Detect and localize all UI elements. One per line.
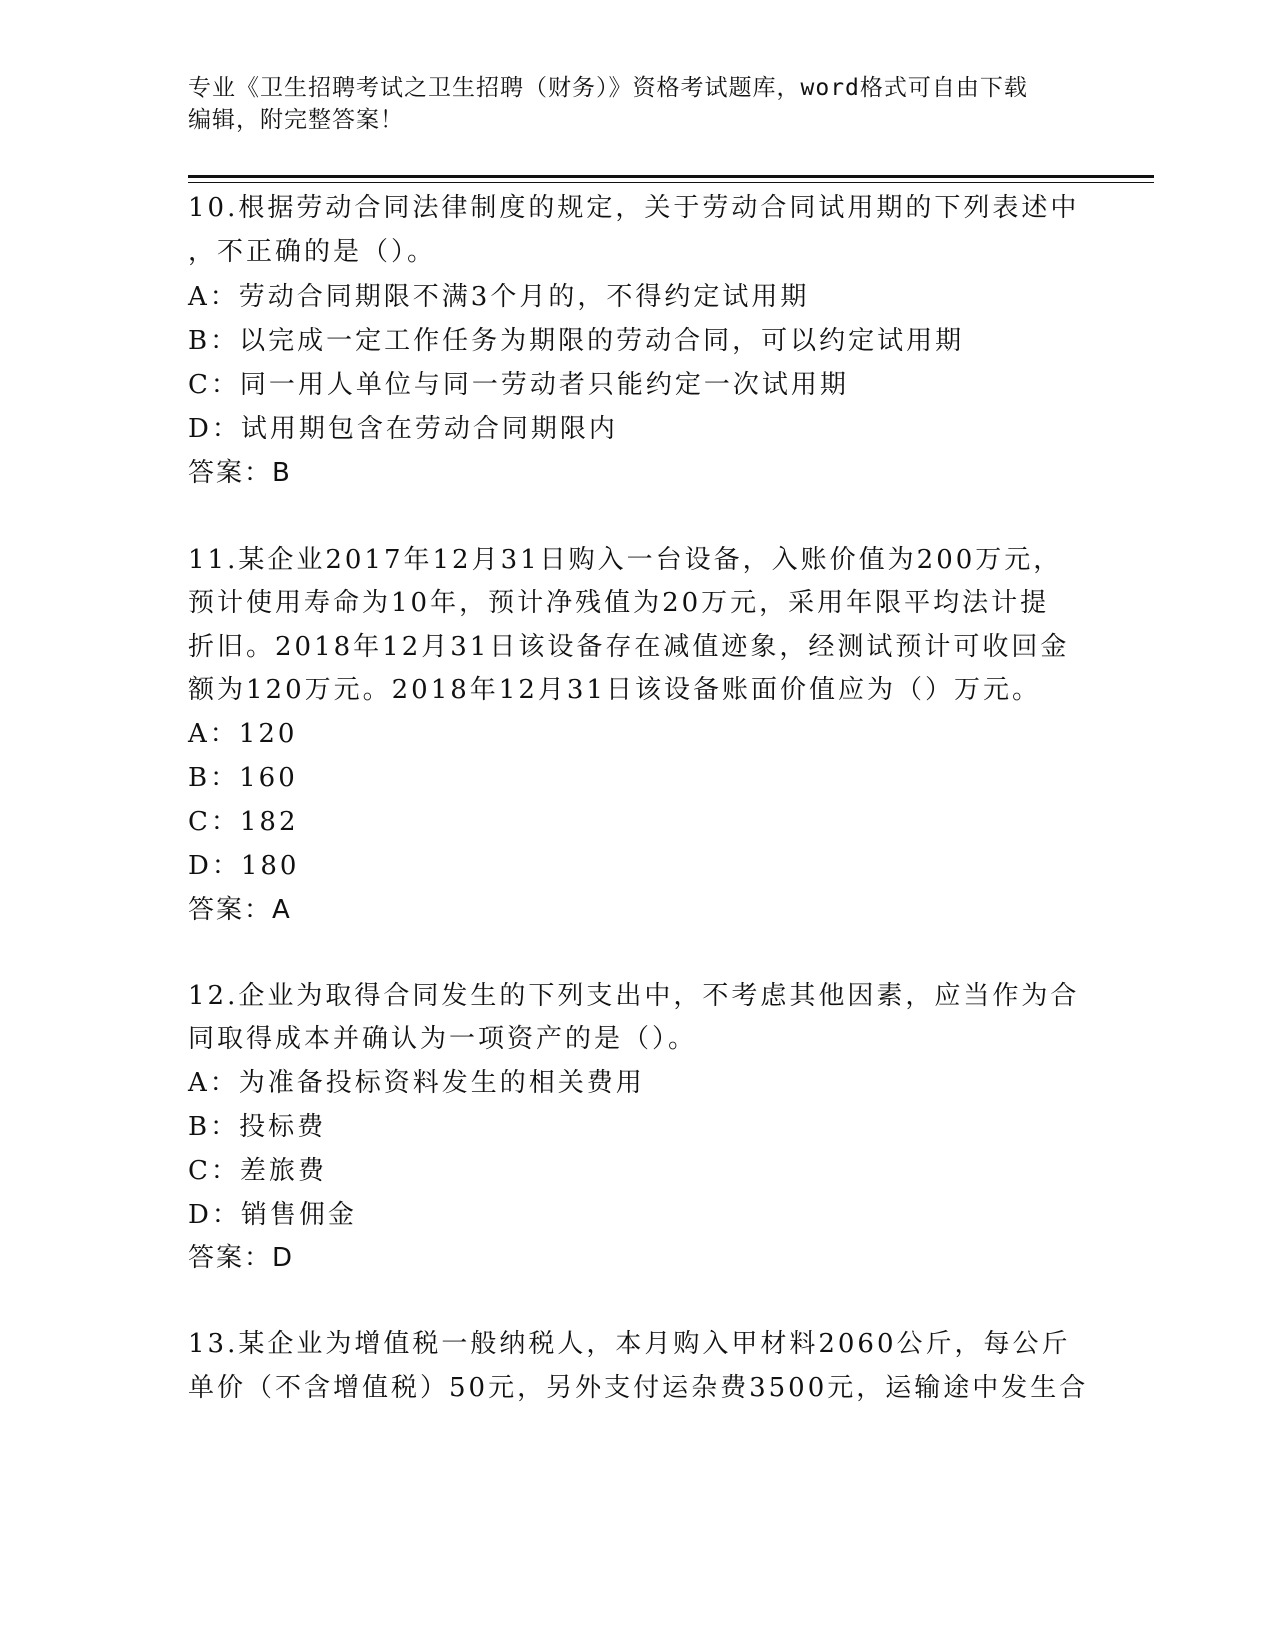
question-12-option-b: B：投标费 xyxy=(188,1112,327,1142)
question-10-answer: 答案：B xyxy=(188,458,292,488)
question-11-option-b: B：160 xyxy=(188,763,298,793)
header-rule-thick xyxy=(188,175,1154,178)
question-11-option-a: A：120 xyxy=(188,719,298,749)
question-11-stem-line-3: 折旧。2018年12月31日该设备存在减值迹象，经测试预计可收回金 xyxy=(188,632,1070,662)
question-10-option-c: C：同一用人单位与同一劳动者只能约定一次试用期 xyxy=(188,370,849,400)
header-line-2: 编辑，附完整答案！ xyxy=(188,107,404,133)
question-11-stem-line-2: 预计使用寿命为10年，预计净残值为20万元，采用年限平均法计提 xyxy=(188,588,1050,618)
question-12-stem-line-2: 同取得成本并确认为一项资产的是（）。 xyxy=(188,1024,698,1054)
question-12-option-c: C：差旅费 xyxy=(188,1156,327,1186)
question-12-stem-line-1: 12.企业为取得合同发生的下列支出中，不考虑其他因素，应当作为合 xyxy=(188,981,1080,1011)
question-11-option-c: C：182 xyxy=(188,807,299,837)
question-11-stem-line-1: 11.某企业2017年12月31日购入一台设备，入账价值为200万元， xyxy=(188,545,1063,575)
question-11-stem-line-4: 额为120万元。2018年12月31日该设备账面价值应为（）万元。 xyxy=(188,675,1041,705)
question-12-option-a: A：为准备投标资料发生的相关费用 xyxy=(188,1068,645,1098)
question-11-option-d: D：180 xyxy=(188,851,300,881)
question-12-option-d: D：销售佣金 xyxy=(188,1200,357,1230)
question-10-stem-line-2: ，不正确的是（）。 xyxy=(188,237,437,267)
question-13-stem-line-1: 13.某企业为增值税一般纳税人，本月购入甲材料2060公斤，每公斤 xyxy=(188,1329,1071,1359)
header-line-1: 专业《卫生招聘考试之卫生招聘（财务）》资格考试题库，word格式可自由下载 xyxy=(188,75,1028,101)
question-10-option-a: A：劳动合同期限不满3个月的，不得约定试用期 xyxy=(188,282,810,312)
question-10-option-d: D：试用期包含在劳动合同期限内 xyxy=(188,414,618,444)
question-10-option-b: B：以完成一定工作任务为期限的劳动合同，可以约定试用期 xyxy=(188,326,965,356)
question-13-stem-line-2: 单价（不含增值税）50元，另外支付运杂费3500元，运输途中发生合 xyxy=(188,1373,1089,1403)
header-rule-thin xyxy=(188,182,1154,183)
question-10-stem-line-1: 10.根据劳动合同法律制度的规定，关于劳动合同试用期的下列表述中 xyxy=(188,193,1080,223)
question-11-answer: 答案：A xyxy=(188,895,292,925)
question-12-answer: 答案：D xyxy=(188,1243,295,1273)
